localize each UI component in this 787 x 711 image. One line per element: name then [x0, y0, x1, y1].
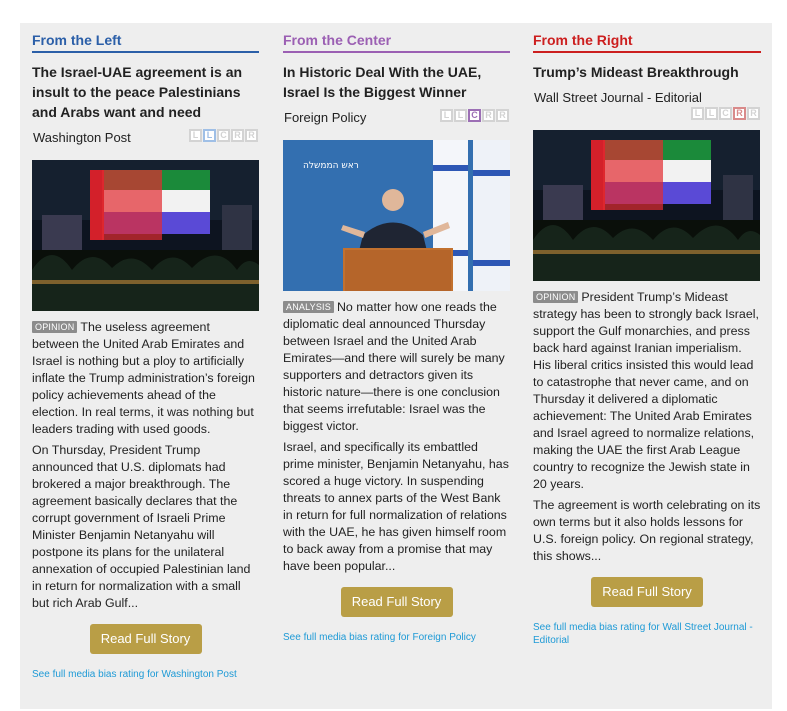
bias-letter-l: L: [691, 107, 704, 120]
bias-letter-l: L: [454, 109, 467, 122]
bias-rating-icon[interactable]: [691, 107, 760, 120]
read-full-story-button[interactable]: Read Full Story: [90, 624, 202, 654]
source-row: [533, 88, 761, 128]
read-full-story-button[interactable]: Read Full Story: [341, 587, 453, 617]
column-left: [32, 23, 259, 681]
bias-letter-r: R: [747, 107, 760, 120]
source-name[interactable]: Washington Post: [33, 130, 131, 145]
side-heading-right: From the Right: [533, 32, 761, 53]
paragraph: The agreement is worth celebrating on its own terms but it also holds lessons for U.S. foreign policy. On regional strategy, this shows...: [533, 498, 761, 563]
bias-letter-r: R: [231, 129, 244, 142]
paragraph: Israel, and specifically its embattled prime minister, Benjamin Netanyahu, has scored a huge victory. In suspending threats to annex parts of the West Bank in return for full normalization of relations with the UAE, he has given himself room to back away from a promise that may have been popular...: [283, 440, 509, 573]
source-row: [32, 128, 259, 150]
media-bias-rating-link[interactable]: See full media bias rating for Wall Street Journal - Editorial: [533, 622, 753, 646]
headline-left[interactable]: The Israel-UAE agreement is an insult to the peace Palestinians and Arabs want and need: [32, 64, 243, 120]
bias-letter-r: R: [496, 109, 509, 122]
side-heading-center: From the Center: [283, 32, 510, 53]
bias-letter-l: L: [189, 129, 202, 142]
column-center: [283, 23, 510, 644]
bias-letter-r: R: [482, 109, 495, 122]
headline-right[interactable]: Trump’s Mideast Breakthrough: [533, 64, 739, 80]
headline-center[interactable]: In Historic Deal With the UAE, Israel Is the Biggest Winner: [283, 64, 482, 100]
bias-rating-icon[interactable]: [189, 129, 258, 142]
bias-letter-r-selected: R: [733, 107, 746, 120]
side-heading-left: From the Left: [32, 32, 259, 53]
source-name[interactable]: Foreign Policy: [284, 110, 367, 125]
media-bias-rating-link[interactable]: See full media bias rating for Foreign Policy: [283, 632, 476, 643]
bias-letter-c: C: [217, 129, 230, 142]
article-body: [533, 289, 761, 565]
bias-letter-c: C: [719, 107, 732, 120]
bias-rating-icon[interactable]: [440, 109, 509, 122]
opinion-badge: OPINION: [32, 321, 77, 333]
bias-letter-c-selected: C: [468, 109, 481, 122]
opinion-badge: OPINION: [533, 291, 578, 303]
read-full-story-button[interactable]: Read Full Story: [591, 577, 703, 607]
lit-building-photo[interactable]: [533, 130, 760, 281]
paragraph: On Thursday, President Trump announced that U.S. diplomats had brokered a major breakthrough. The agreement basically declares that the corrupt government of Israeli Prime Minister Benjamin Netanyahu will postpone its plans for the unilateral annexation of occupied Palestinian land in return for normalization with a small but rich Arab Gulf...: [32, 443, 251, 610]
media-bias-rating-link[interactable]: See full media bias rating for Washington Post: [32, 669, 237, 680]
source-row: [283, 108, 510, 130]
paragraph: No matter how one reads the diplomatic deal announced Thursday between Israel and the United Arab Emirates—and there will surely be many supporters and detractors given its historic nature—there is one conclusion that seems irrefutable: Israel was the biggest victor.: [283, 300, 505, 433]
svg-text:ראש הממשלה: ראש הממשלה: [303, 161, 359, 171]
press-conference-photo[interactable]: [283, 140, 510, 291]
paragraph: The useless agreement between the United Arab Emirates and Israel is nothing but a ploy to artificially inflate the Trump administration’s foreign policy achievements ahead of the election. In real terms, it was nothing but leaders trading with used goods.: [32, 320, 255, 436]
bias-letter-r: R: [245, 129, 258, 142]
bias-comparison-panel: [20, 23, 772, 709]
lit-building-photo[interactable]: [32, 160, 259, 311]
article-body: [32, 319, 259, 612]
source-name[interactable]: Wall Street Journal - Editorial: [534, 90, 702, 105]
bias-letter-l: L: [440, 109, 453, 122]
article-body: [283, 299, 510, 575]
bias-letter-l: L: [705, 107, 718, 120]
column-right: [533, 23, 761, 647]
paragraph: President Trump’s Mideast strategy has been to strongly back Israel, support the Gulf monarchies, and press back hard against Iranian imperialism. His liberal critics insisted this would lead to catastrophe that never came, and on Thursday it delivered a diplomatic achievement: The United Arab Emirates and Israel agreed to normalize relations, making the UAE the first Arab League country to recognize the Jewish state in 20 years.: [533, 290, 759, 491]
analysis-badge: ANALYSIS: [283, 301, 334, 313]
bias-letter-l-selected: L: [203, 129, 216, 142]
